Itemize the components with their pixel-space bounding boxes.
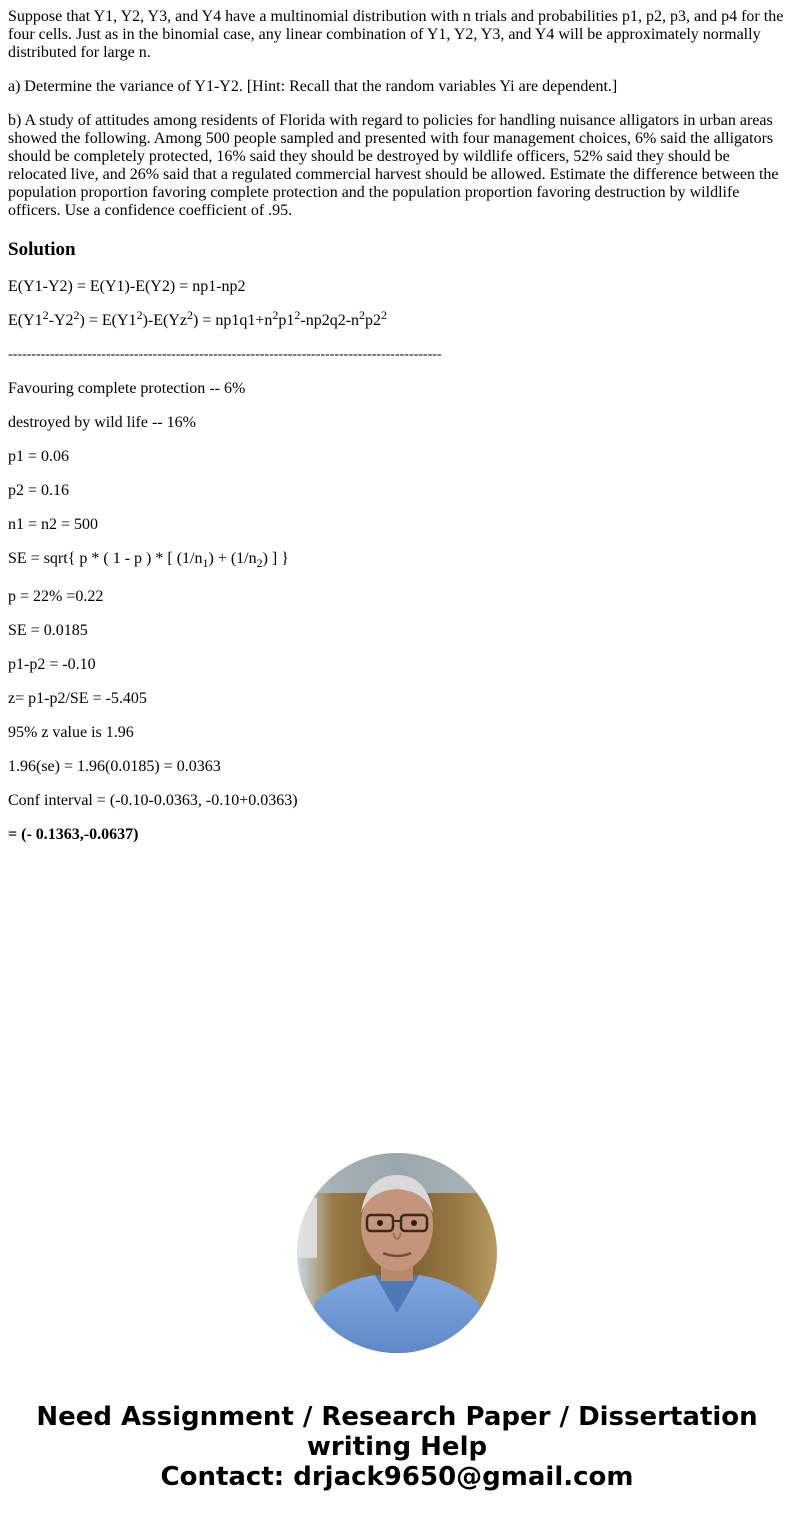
equation-expectation: E(Y1-Y2) = E(Y1)-E(Y2) = np1-np2: [8, 278, 246, 295]
line-ci: Conf interval = (-0.10-0.0363, -0.10+0.0363): [8, 792, 298, 809]
line-z: z= p1-p2/SE = -5.405: [8, 690, 147, 707]
author-avatar: [297, 1153, 497, 1353]
line-se: SE = 0.0185: [8, 622, 88, 639]
line-zval: 95% z value is 1.96: [8, 724, 134, 741]
line-result: = (- 0.1363,-0.0637): [8, 826, 139, 843]
equation-second-moment: $E(Y1^2-Y2^2) = E(Y1^2)-E(Yz^2) = np1q1+n^2p1^2-np2q2-n^2p2^2$: [8, 307, 388, 329]
footer-line-1: Need Assignment / Research Paper / Dissertation: [36, 1402, 758, 1432]
line-p2: p2 = 0.16: [8, 482, 70, 499]
author-portrait: [297, 1153, 497, 1353]
line-margin: 1.96(se) = 1.96(0.0185) = 0.0363: [8, 758, 221, 775]
footer-line-2: writing Help: [306, 1432, 488, 1462]
se-formula: SE = sqrt{ p * ( 1 - p ) * [ $(1/n_1) + (1/n_2)$ ] }: [8, 550, 289, 571]
document-body: [8, 8, 786, 860]
question-part-a: a) Determine the variance of Y1-Y2. [Hint: Recall that the random variables Yi are dependent.]: [8, 78, 618, 95]
line-favour: Favouring complete protection -- 6%: [8, 380, 246, 397]
line-p: p = 22% =0.22: [8, 588, 104, 605]
divider-line: ---------------------------------------------------------------------------------------------: [8, 347, 442, 362]
footer-banner: [0, 1402, 794, 1492]
question-part-b: b) A study of attitudes among residents of Florida with regard to policies for handling nuisance alligators in urban areas showed the following. Among 500 people sampled and presented with four management choices, 6% said the alligators should be completely protected, 16% said they should be destroyed by wildlife officers, 52% said they should be relocated live, and 26% said that a regulated commercial harvest should be allowed. Estimate the difference between the population proportion favoring complete protection and the population proportion favoring destruction by wildlife officers. Use a confidence coefficient of .95.: [8, 112, 779, 219]
footer-contact: Contact: drjack9650@gmail.com: [160, 1462, 634, 1492]
solution-heading: Solution: [8, 239, 76, 260]
line-n: n1 = n2 = 500: [8, 516, 99, 533]
line-diff: p1-p2 = -0.10: [8, 656, 96, 673]
question-intro: Suppose that Y1, Y2, Y3, and Y4 have a multinomial distribution with n trials and probabilities p1, p2, p3, and p4 for the four cells. Just as in the binomial case, any linear combination of Y1, Y2, Y3, and Y4 will be approximately normally distributed for large n.: [8, 8, 784, 61]
line-destroyed: destroyed by wild life -- 16%: [8, 414, 196, 431]
line-p1: p1 = 0.06: [8, 448, 70, 465]
